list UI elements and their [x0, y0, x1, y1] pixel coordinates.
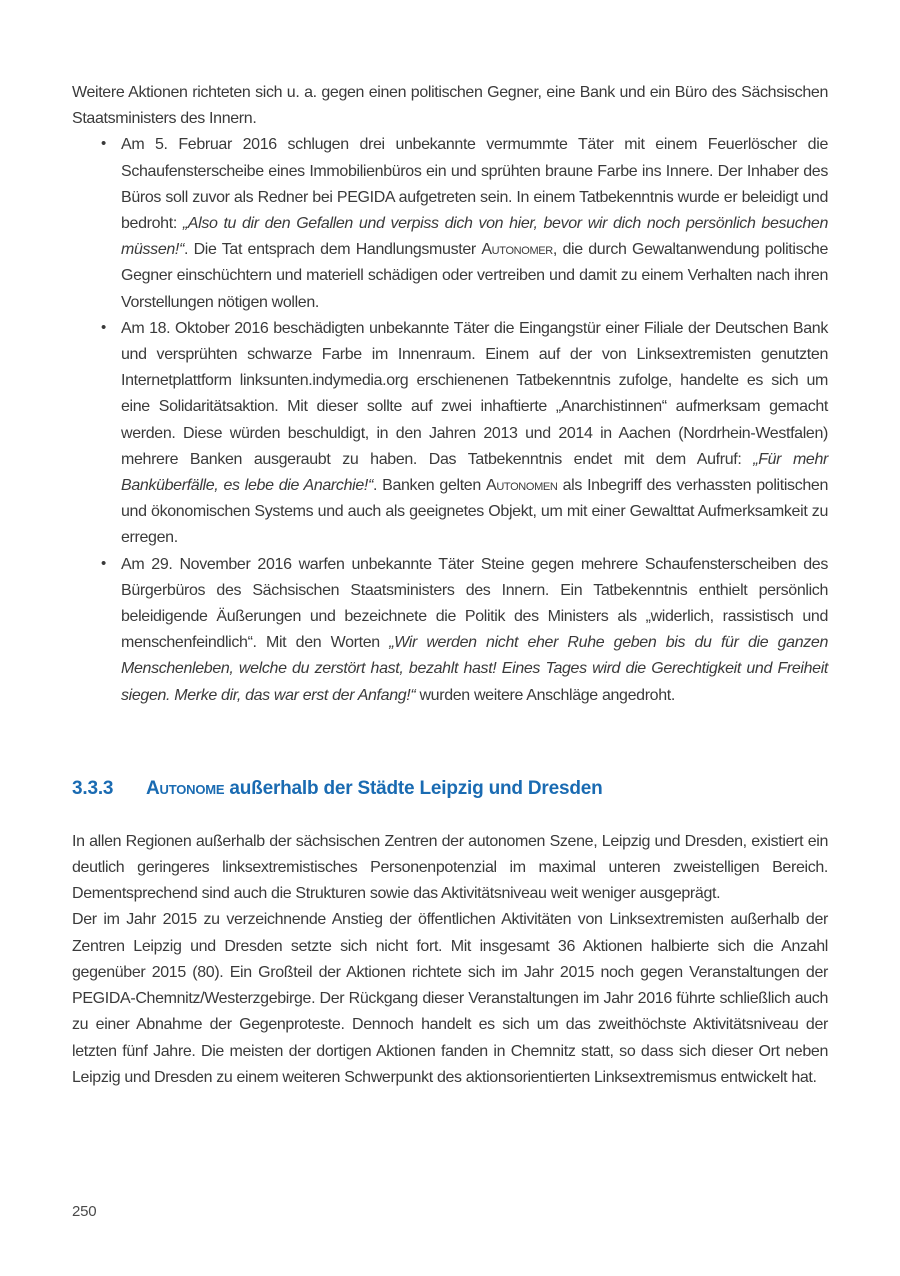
- bullet-text: Am 5. Februar 2016 schlugen drei unbekannte vermummte Täter mit einem Feuerlöscher die Schaufensterscheibe eines Immobilienbüros ein und sprühten braune Farbe ins Innere. Der Inhaber des Büros soll zuvor als Redner bei PEGIDA aufgetreten sein. In einem Tatbekenntnis wurde er beleidigt und bedroht: „Also tu dir den Gefallen und verpiss dich von hier, bevor wir dich noch persönlich besuchen müssen!“. Die Tat entsprach dem Handlungsmuster Autonomer, die durch Gewaltanwendung politische Gegner einschüchtern und materiell schädigen oder vertreiben und damit zu einem Verhalten nach ihren Vorstellungen nötigen wollen.: [121, 136, 828, 311]
- intro-paragraph: Weitere Aktionen richteten sich u. a. gegen einen politischen Gegner, eine Bank und ein Büro des Sächsischen Staatsministers des Innern.: [72, 84, 828, 128]
- list-item: [72, 316, 828, 552]
- page-number: 250: [72, 1203, 97, 1220]
- body-paragraph: Der im Jahr 2015 zu verzeichnende Anstieg der öffentlichen Aktivitäten von Linksextremisten außerhalb der Zentren Leipzig und Dresden setzte sich nicht fort. Mit insgesamt 36 Aktionen halbierte sich die Anzahl gegenüber 2015 (80). Ein Großteil der Aktionen richtete sich im Jahr 2015 noch gegen Veranstaltungen der PEGIDA-Chemnitz/Westerzgebirge. Der Rückgang dieser Veranstaltungen im Jahr 2016 führte schließlich auch zu einer Abnahme der Gegenproteste. Dennoch handelt es sich um das zweithöchste Aktivitätsniveau der letzten fünf Jahre. Die meisten der dortigen Aktionen fanden in Chemnitz statt, so dass sich dieser Ort neben Leipzig und Dresden zu einem weiteren Schwerpunkt des aktionsorientierten Linksextremismus entwickelt hat.: [72, 911, 828, 1086]
- bullet-icon: •: [101, 554, 106, 572]
- bullet-text: Am 18. Oktober 2016 beschädigten unbekannte Täter die Eingangstür einer Filiale der Deutschen Bank und versprühten schwarze Farbe im Innenraum. Einem auf der von Linksextremisten genutzten Internetplattform linksunten.indymedia.org erschienenen Tatbekenntnis zufolge, handelte es sich um eine Solidaritätsaktion. Mit dieser sollte auf zwei inhaftierte „Anarchistinnen“ aufmerksam gemacht werden. Diese würden beschuldigt, in den Jahren 2013 und 2014 in Aachen (Nordrhein-Westfalen) mehrere Banken ausgeraubt zu haben. Das Tatbekenntnis endet mit dem Aufruf: „Für mehr Banküberfälle, es lebe die Anarchie!“. Banken gelten Autonomen als Inbegriff des verhassten politischen und ökonomischen Systems und auch als geeignetes Objekt, um mit einer Gewalttat Aufmerksamkeit zu erregen.: [121, 319, 829, 547]
- text-block: [72, 80, 828, 1091]
- bullet-icon: •: [101, 318, 106, 336]
- bullet-icon: •: [101, 135, 106, 153]
- bullet-text: Am 29. November 2016 warfen unbekannte Täter Steine gegen mehrere Schaufensterscheiben des Bürgerbüros des Sächsischen Staatsministers des Innern. Ein Tatbekenntnis enthielt persönlich beleidigende Äußerungen und bezeichnete die Politik des Ministers als „widerlich, rassistisch und menschenfeindlich“. Mit den Worten „Wir werden nicht eher Ruhe geben bis du für die ganzen Menschenleben, welche du zerstört hast, bezahlt hast! Eines Tages wird die Gerechtigkeit und Freiheit siegen. Merke dir, das war erst der Anfang!“ wurden weitere Anschläge angedroht.: [121, 555, 828, 704]
- list-item: [72, 552, 828, 709]
- section-heading: [72, 777, 828, 801]
- body-paragraph: In allen Regionen außerhalb der sächsischen Zentren der autonomen Szene, Leipzig und Dresden, existiert ein deutlich geringeres linksextremistisches Personenpotenzial im maximal unteren zweistelligen Bereich. Dementsprechend sind auch die Strukturen sowie das Aktivitätsniveau weit weniger ausgeprägt.: [72, 832, 828, 903]
- section-number: 3.3.3: [72, 777, 114, 799]
- bullet-list: [72, 132, 828, 708]
- list-item: [72, 132, 828, 315]
- section-title: Autonome außerhalb der Städte Leipzig und Dresden: [146, 777, 603, 799]
